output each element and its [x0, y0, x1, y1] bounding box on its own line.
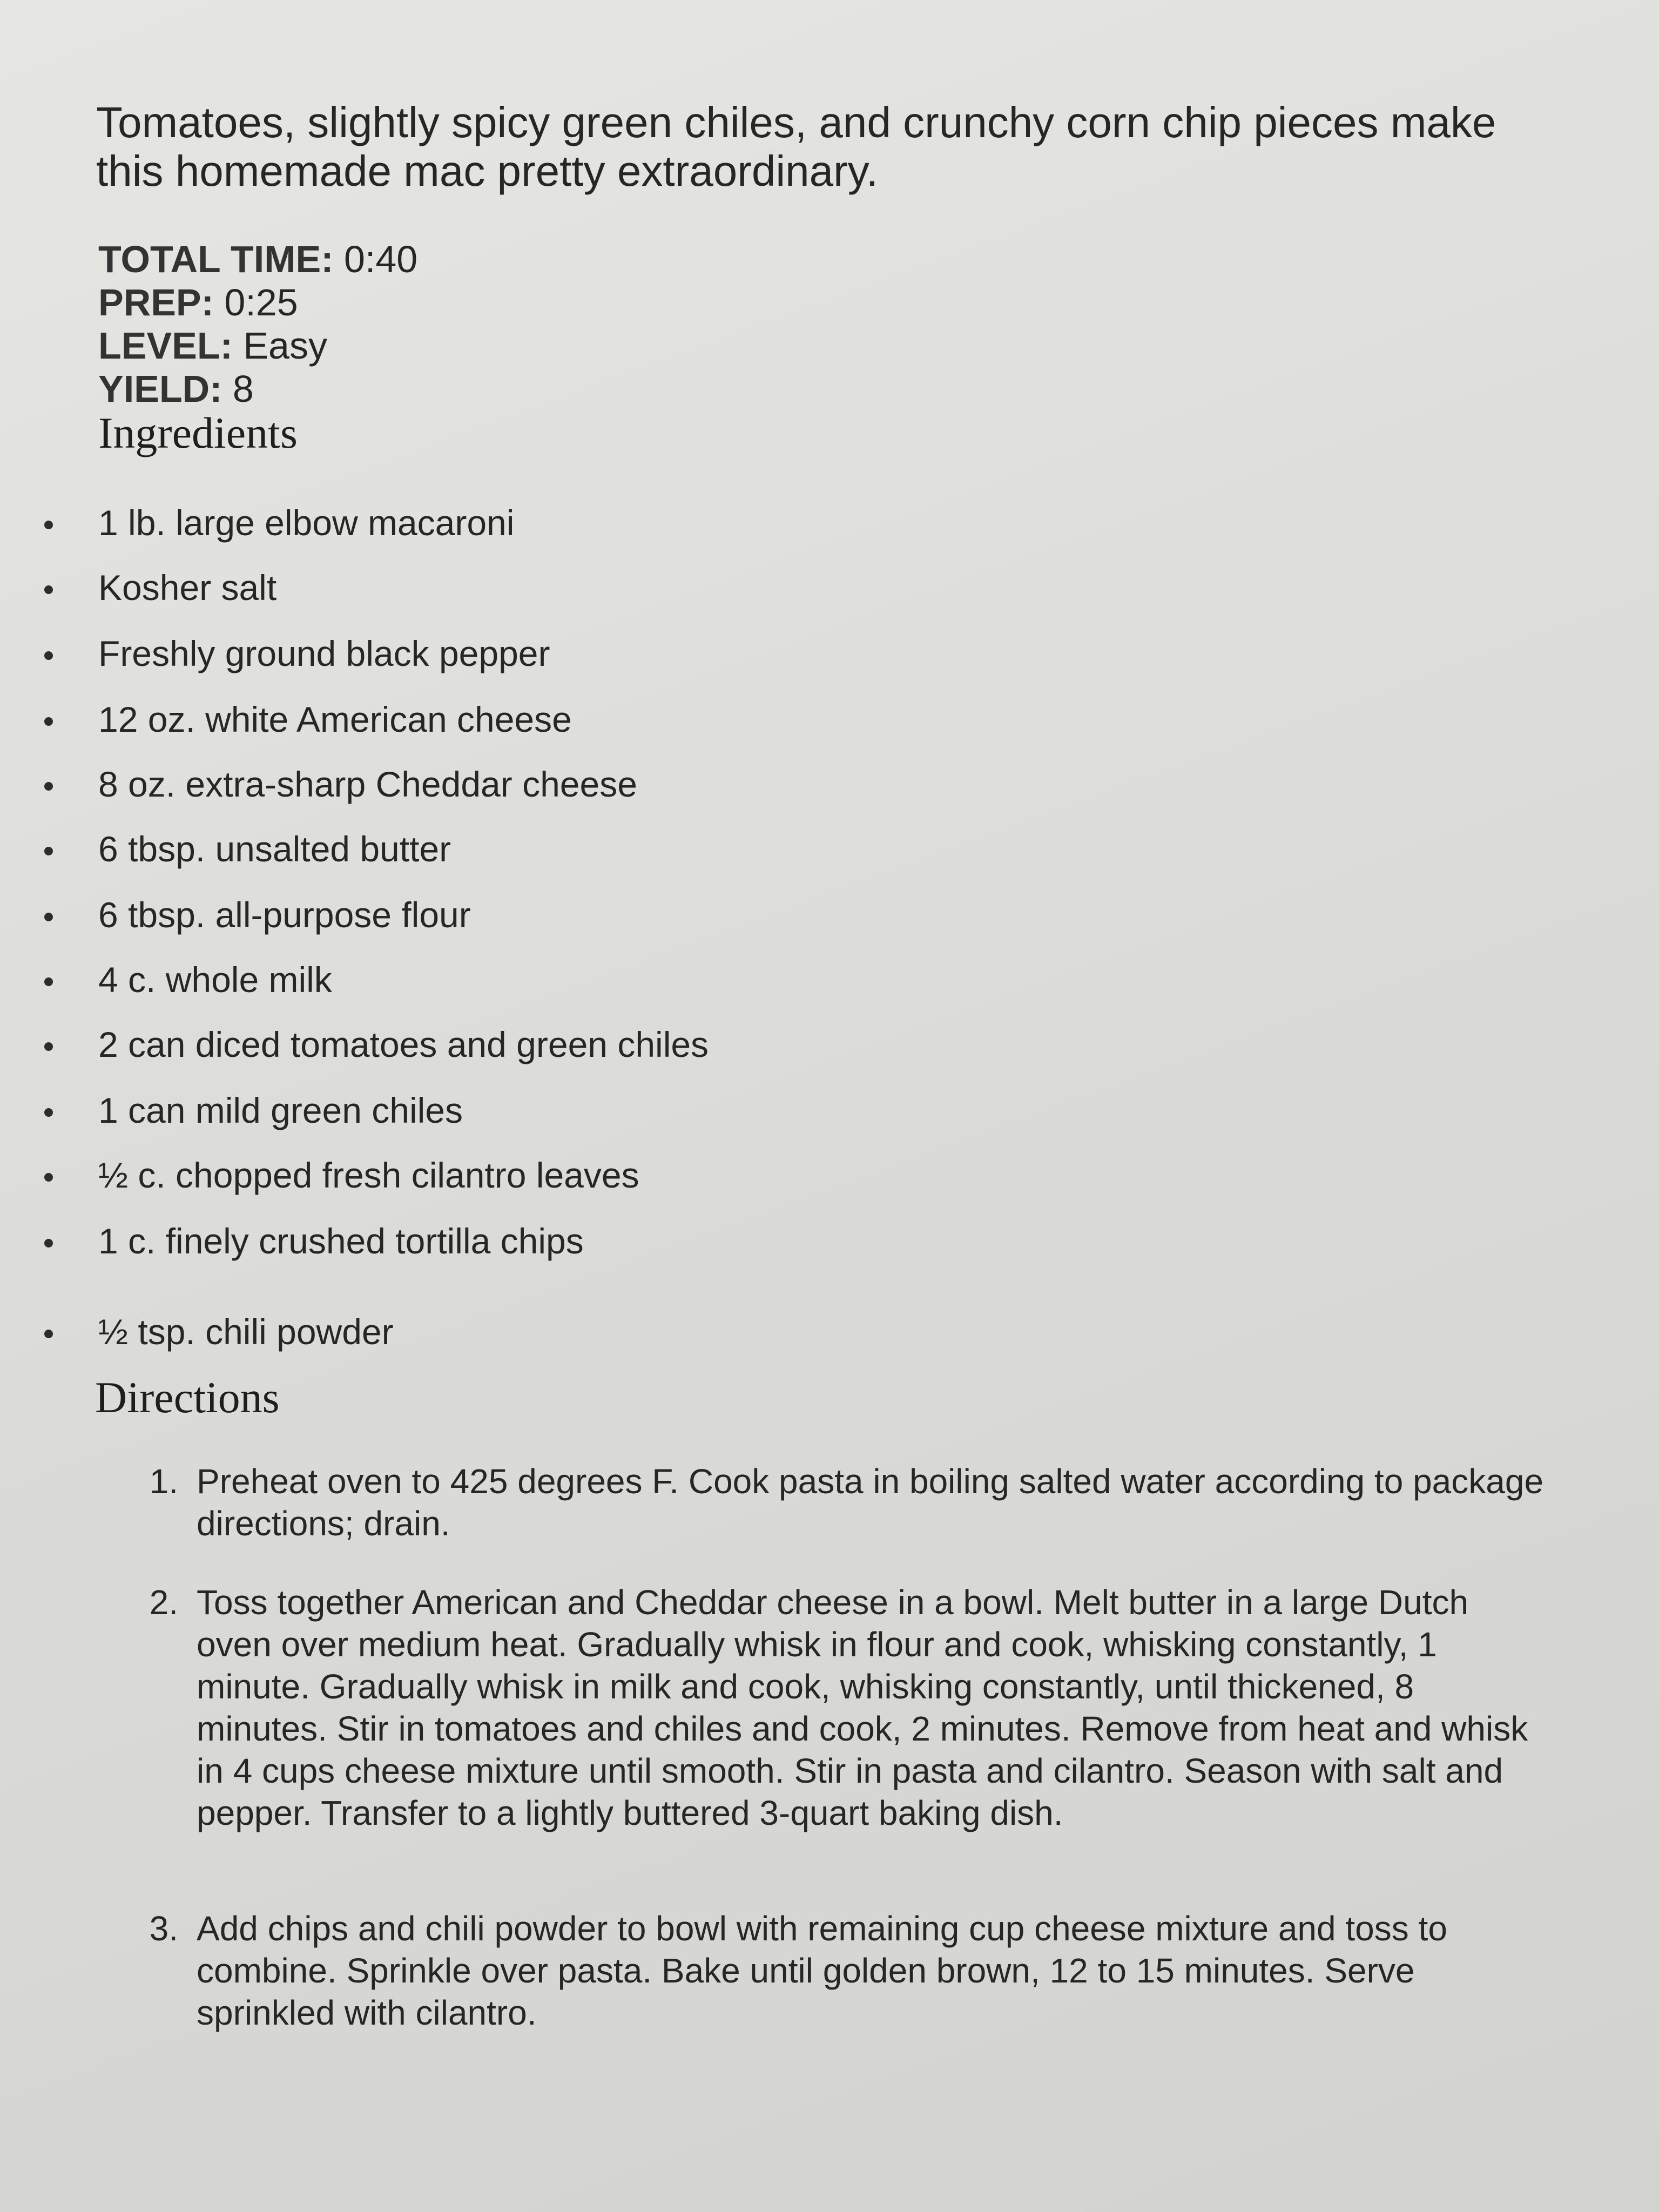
ingredients-heading: Ingredients [98, 408, 298, 457]
ingredient-text: ½ c. chopped fresh cilantro leaves [98, 1155, 639, 1195]
step-text: Toss together American and Cheddar cheese in a bowl. Melt butter in a large Dutch oven over medium heat. Gradually whisk in flour and cook, whisking constantly, 1 minute. Gradually whisk in milk and cook, whisking constantly, until thickened, 8 minutes. Stir in tomatoes and chiles and cook, 2 minutes. Remove from heat and whisk in 4 cups cheese mixture until smooth. Stir in pasta and cilantro. Season with salt and pepper. Transfer to a lightly buttered 3-quart baking dish. [197, 1583, 1528, 1832]
ingredient-text: 12 oz. white American cheese [98, 699, 572, 739]
direction-step [140, 1460, 1550, 1545]
ingredient-text: 1 lb. large elbow macaroni [98, 503, 515, 543]
ingredient-text: Freshly ground black pepper [98, 633, 550, 673]
prep-time-label: PREP: [98, 281, 214, 323]
direction-step [140, 1581, 1550, 1834]
bullet-icon [44, 847, 53, 855]
step-number: 3. [149, 1909, 178, 1948]
recipe-meta [98, 238, 417, 410]
step-text: Preheat oven to 425 degrees F. Cook pasta in boiling salted water according to package directions; drain. [197, 1462, 1544, 1543]
prep-time-row [98, 281, 417, 324]
bullet-icon [44, 1042, 53, 1051]
ingredient-text: Kosher salt [98, 568, 277, 608]
bullet-icon [44, 585, 53, 594]
recipe-intro: Tomatoes, slightly spicy green chiles, and crunchy corn chip pieces make this homemade mac pretty extraordinary. [96, 98, 1496, 195]
prep-time-value: 0:25 [224, 281, 298, 323]
yield-label: YIELD: [98, 368, 222, 410]
bullet-icon [44, 1108, 53, 1117]
level-row [98, 324, 417, 367]
direction-step [140, 1907, 1550, 2034]
total-time-label: TOTAL TIME: [98, 238, 334, 280]
bullet-icon [44, 977, 53, 986]
step-number: 2. [149, 1583, 178, 1622]
bullet-icon [44, 913, 53, 921]
ingredient-text: ½ tsp. chili powder [98, 1312, 394, 1352]
ingredient-text: 2 can diced tomatoes and green chiles [98, 1024, 709, 1064]
level-value: Easy [243, 325, 327, 367]
bullet-icon [44, 1330, 53, 1338]
bullet-icon [44, 1173, 53, 1182]
total-time-row [98, 238, 417, 281]
ingredient-text: 1 c. finely crushed tortilla chips [98, 1221, 584, 1261]
bullet-icon [44, 717, 53, 726]
step-text: Add chips and chili powder to bowl with remaining cup cheese mixture and toss to combine. Sprinkle over pasta. Bake until golden brown, 12 to 15 minutes. Serve sprinkled with cilantro. [197, 1909, 1447, 2032]
bullet-icon [44, 782, 53, 791]
yield-value: 8 [232, 368, 254, 410]
ingredient-text: 1 can mild green chiles [98, 1090, 463, 1130]
bullet-icon [44, 521, 53, 529]
ingredient-text: 6 tbsp. unsalted butter [98, 829, 451, 869]
ingredient-text: 6 tbsp. all-purpose flour [98, 895, 471, 935]
step-number: 1. [149, 1462, 178, 1501]
directions-heading: Directions [95, 1373, 280, 1422]
bullet-icon [44, 651, 53, 660]
bullet-icon [44, 1239, 53, 1247]
total-time-value: 0:40 [343, 238, 418, 280]
ingredient-text: 8 oz. extra-sharp Cheddar cheese [98, 764, 637, 804]
ingredient-text: 4 c. whole milk [98, 960, 332, 1000]
level-label: LEVEL: [98, 325, 233, 367]
yield-row [98, 367, 417, 410]
